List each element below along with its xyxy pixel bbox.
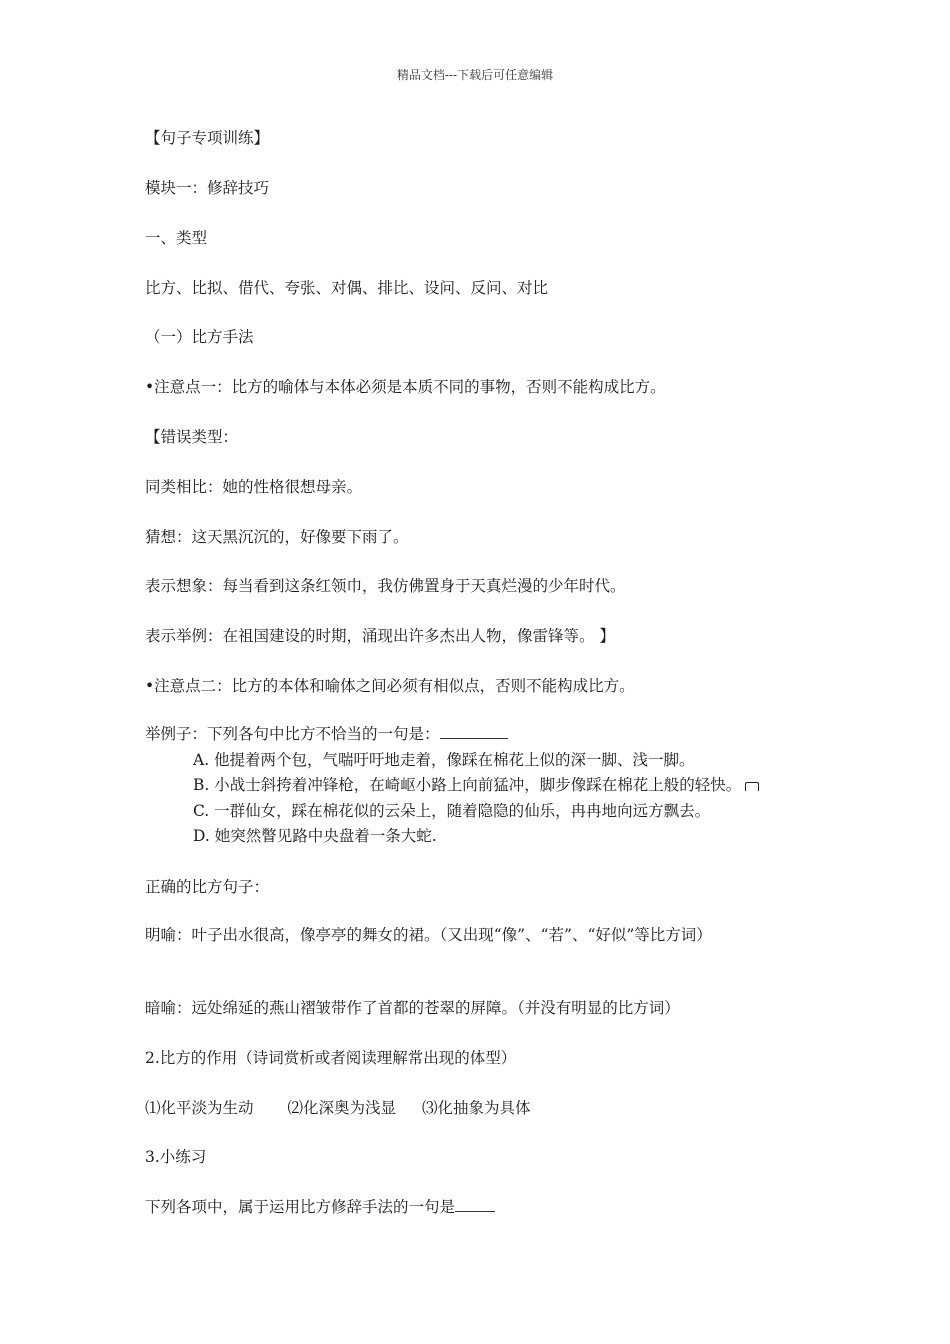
effect-item: ⑴化平淡为生动 xyxy=(145,1099,254,1117)
error-item: 表示举例：在祖国建设的时期，涌现出许多杰出人物，像雷锋等。 】 xyxy=(145,627,615,645)
effect-item: ⑵化深奥为浅显 xyxy=(287,1099,397,1117)
error-item: 同类相比：她的性格很想母亲。 xyxy=(145,478,363,496)
error-item: 猜想：这天黑沉沉的，好像要下雨了。 xyxy=(145,528,409,546)
section-title: 【句子专项训练】 xyxy=(145,129,270,147)
type-heading: 一、类型 xyxy=(145,229,208,247)
option-d: D. 她突然瞥见路中央盘着一条大蛇. xyxy=(193,827,437,845)
module-heading: 模块一：修辞技巧 xyxy=(145,179,270,197)
simile-line: 明喻：叶子出水很高，像亭亭的舞女的裙。（又出现“像”、“若”、“好似”等比方词） xyxy=(145,926,712,944)
example-prompt-text: 举例子：下列各句中比方不恰当的一句是： xyxy=(145,725,440,743)
option-c: C. 一群仙女，踩在棉花似的云朵上，随着隐隐的仙乐，冉冉地向远方飘去。 xyxy=(193,802,711,820)
answer-blank xyxy=(440,724,508,739)
option-b-text: B. 小战士斜挎着冲锋枪，在崎岖小路上向前猛冲，脚步像踩在棉花上般的轻快。 xyxy=(193,776,742,794)
option-a: A. 他提着两个包，气喘吁吁地走着，像踩在棉花上似的深一脚、浅一脚。 xyxy=(193,751,695,769)
practice-question xyxy=(145,1197,495,1217)
practice-heading: 3.小练习 xyxy=(145,1148,207,1166)
error-item: 表示想象：每当看到这条红领巾，我仿佛置身于天真烂漫的少年时代。 xyxy=(145,577,626,595)
example-prompt xyxy=(145,724,508,744)
practice-question-text: 下列各项中，属于运用比方修辞手法的一句是 xyxy=(145,1198,456,1216)
bracket-mark xyxy=(745,782,759,791)
effect-heading: 2.比方的作用（诗词赏析或者阅读理解常出现的体型） xyxy=(145,1049,517,1067)
note-two: •注意点二：比方的本体和喻体之间必须有相似点，否则不能构成比方。 xyxy=(145,677,635,695)
effect-item: ⑶化抽象为具体 xyxy=(422,1099,531,1117)
option-b xyxy=(193,775,759,795)
correct-heading: 正确的比方句子： xyxy=(145,878,270,896)
subsection-heading: （一）比方手法 xyxy=(145,328,254,346)
note-one: •注意点一：比方的喻体与本体必须是本质不同的事物，否则不能构成比方。 xyxy=(145,378,666,396)
error-types-heading: 【错误类型： xyxy=(145,428,239,446)
answer-blank xyxy=(455,1197,495,1212)
type-list: 比方、比拟、借代、夸张、对偶、排比、设问、反问、对比 xyxy=(145,279,549,297)
effect-list xyxy=(145,1098,531,1118)
metaphor-line: 暗喻：远处绵延的燕山褶皱带作了首都的苍翠的屏障。（并没有明显的比方词） xyxy=(145,999,680,1017)
page-header: 精品文档---下载后可任意编辑 xyxy=(396,68,554,82)
